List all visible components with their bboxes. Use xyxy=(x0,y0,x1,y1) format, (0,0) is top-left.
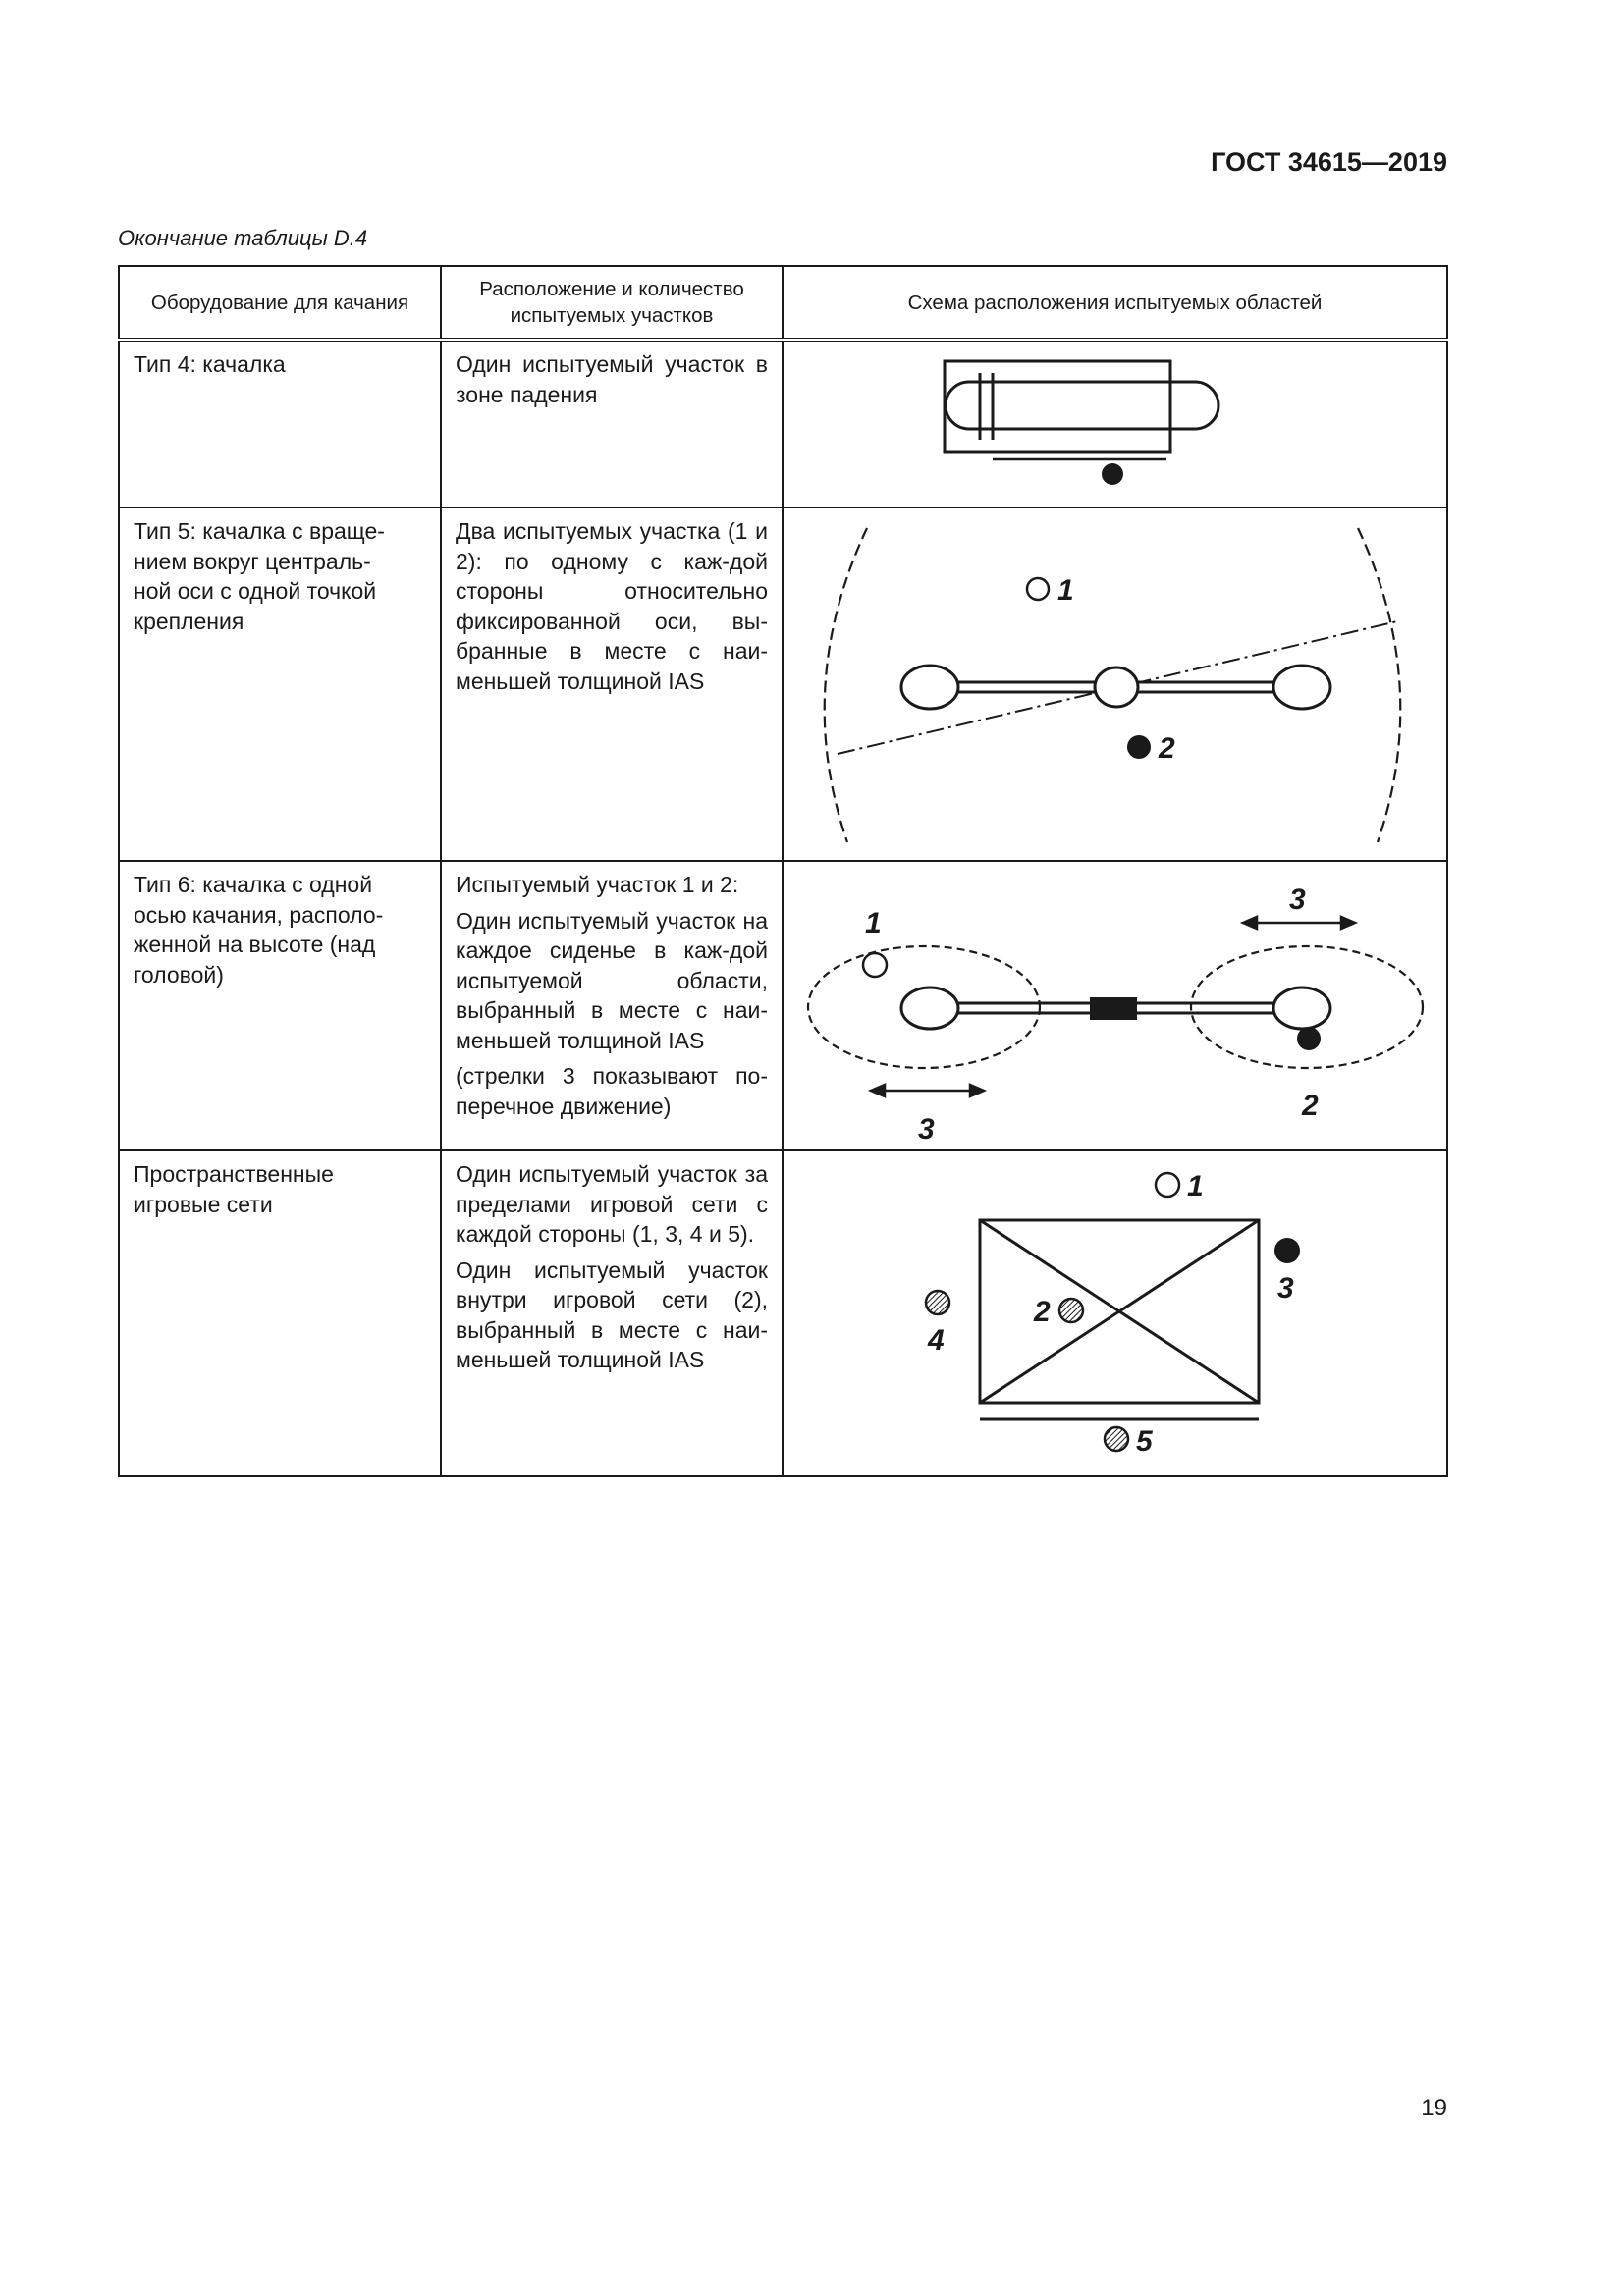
arrow-transverse-top xyxy=(1243,917,1355,929)
placement-text: Два испытуемых участка (1 и 2): по одному с каж-дой стороны относительно фиксированной оси, вы-бранные в месте с наи-меньшей толщиной IAS xyxy=(456,518,768,694)
page-number: 19 xyxy=(1421,2095,1447,2121)
placement-text: (стрелки 3 показывают по-перечное движение) xyxy=(456,1063,768,1119)
equipment-cell: Тип 4: качалка xyxy=(134,351,286,377)
scheme-label: 3 xyxy=(918,1113,935,1146)
table-header-row xyxy=(119,266,1447,340)
scheme-label: 2 xyxy=(1302,1090,1319,1122)
scheme-rocker-type6 xyxy=(784,862,1446,1149)
placement-text: Один испытуемый участок на каждое сиденье в каж-дой испытуемой области, выбранный в месте с наи-меньшей толщиной IAS xyxy=(456,907,768,1053)
scheme-label: 1 xyxy=(865,907,882,939)
table-row xyxy=(119,861,1447,1150)
placement-text: Один испытуемый участок внутри игровой сети (2), выбранный в месте с наи-меньшей толщиной IAS xyxy=(456,1256,768,1372)
scheme-label: 3 xyxy=(1289,883,1306,916)
col-header-equipment: Оборудование для качания xyxy=(119,266,441,340)
equipment-cell: Тип 6: качалка с одной осью качания, располо- женной на высоте (над головой) xyxy=(134,872,384,988)
test-area-dot xyxy=(1105,1427,1128,1451)
test-area-dot xyxy=(1127,735,1151,759)
test-area-dot xyxy=(926,1291,949,1314)
col-header-placement: Расположение и количество испытуемых участков xyxy=(441,266,783,340)
test-area-dot xyxy=(1102,463,1123,485)
placement-text: Один испытуемый участок в зоне падения xyxy=(456,351,768,407)
table-row xyxy=(119,1150,1447,1476)
equipment-cell: Пространственные игровые сети xyxy=(134,1161,334,1217)
scheme-label: 5 xyxy=(1136,1425,1153,1458)
table-row xyxy=(119,507,1447,861)
test-area-dot xyxy=(1027,578,1049,600)
placement-text: Испытуемый участок 1 и 2: xyxy=(456,872,739,897)
scheme-label: 1 xyxy=(1187,1170,1204,1202)
scheme-space-net xyxy=(784,1151,1446,1475)
table-row xyxy=(119,340,1447,507)
scheme-rocker-type5 xyxy=(784,508,1446,860)
test-area-dot xyxy=(1297,1027,1321,1050)
placement-text: Один испытуемый участок за пределами игровой сети с каждой стороны (1, 3, 4 и 5). xyxy=(456,1161,768,1247)
test-area-dot xyxy=(1274,1238,1300,1263)
test-area-dot xyxy=(1059,1299,1083,1322)
test-area-dot xyxy=(863,953,887,977)
scheme-label: 1 xyxy=(1057,574,1074,607)
col-header-scheme: Схема расположения испытуемых областей xyxy=(783,266,1447,340)
scheme-label: 2 xyxy=(1159,732,1175,765)
arrow-transverse-bottom xyxy=(871,1085,984,1096)
test-area-dot xyxy=(1156,1173,1179,1197)
scheme-label: 4 xyxy=(928,1324,945,1357)
scheme-label: 3 xyxy=(1277,1272,1294,1305)
equipment-table xyxy=(118,265,1448,1477)
scheme-rocker-type4 xyxy=(784,342,1446,507)
standard-designation: ГОСТ 34615—2019 xyxy=(1211,147,1447,177)
scheme-label: 2 xyxy=(1034,1296,1051,1328)
table-caption: Окончание таблицы D.4 xyxy=(118,226,368,250)
equipment-cell: Тип 5: качалка с враще- нием вокруг централь- ной оси с одной точкой крепления xyxy=(134,518,385,634)
